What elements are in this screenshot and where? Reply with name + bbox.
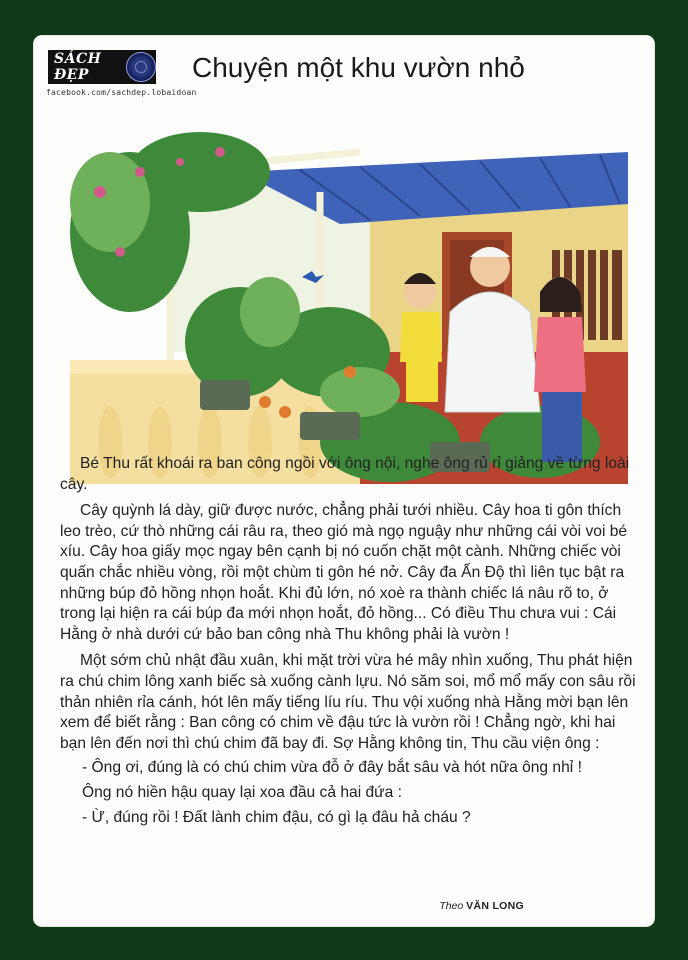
brand-logo <box>48 50 156 84</box>
dialog-line-1: - Ông ơi, đúng là có chú chim vừa đỗ ở đây bắt sâu và hót nữa ông nhỉ ! <box>82 759 582 777</box>
paragraph-2: Cây quỳnh lá dày, giữ được nước, chẳng phải tưới nhiều. Cây hoa ti gôn thích leo trèo, cứ thò những cái râu ra, theo gió mà ngọ nguậy như những cái vòi voi bé xíu. Cây hoa giấy mọc ngay bên cạnh bị nó cuốn chặt một cành. Những chiếc vòi quấn chắc nhiều vòng, rồi một chùm ti gôn hé nở. Cây đa Ấn Độ thì liên tục bật ra những búp đỏ hồng nhọn hoắt. Khi đủ lớn, nó xoè ra thành chiếc lá nâu rõ to, ở trong lại hiện ra cái búp đa mới nhọn hoắt, đỏ hồng... Có điều Thu chưa vui : Cái Hằng ở nhà dưới cứ bảo ban công nhà Thu không phải là vườn ! <box>60 502 628 643</box>
paragraph-3: Một sớm chủ nhật đầu xuân, khi mặt trời vừa hé mây nhìn xuống, Thu phát hiện ra chú chim lông xanh biếc sà xuống cành lựu. Nó săm soi, mổ mổ mấy con sâu rồi thản nhiên rỉa cánh, hót lên mấy tiếng líu ríu. Thu vội xuống nhà Hằng mời bạn lên xem để biết rằng : Ban công có chim về đậu tức là vườn rồi ! Chẳng ngờ, khi hai bạn lên đến nơi thì chú chim đã bay đi. Sợ Hằng không tin, Thu cầu viện ông : <box>60 652 636 752</box>
balcony-garden-illustration <box>70 112 628 484</box>
narration-line: Ông nó hiền hậu quay lại xoa đầu cả hai đứa : <box>82 783 402 801</box>
byline-prefix: Theo <box>439 900 464 912</box>
globe-emblem-icon <box>126 52 156 82</box>
story-text <box>60 454 645 832</box>
dialog-line-2: - Ừ, đúng rồi ! Đất lành chim đậu, có gì lạ đâu hả cháu ? <box>82 808 471 826</box>
textbook-page <box>34 36 654 926</box>
paragraph-1: Bé Thu rất khoái ra ban công ngồi với ông nội, nghe ông rủ rỉ giảng về từng loài cây. <box>60 455 630 493</box>
page-title: Chuyện một khu vườn nhỏ <box>192 52 525 83</box>
facebook-link: facebook.com/sachdep.lobaidoan <box>46 88 197 97</box>
byline-author: VĂN LONG <box>466 900 524 912</box>
brand-name: SÁCH ĐẸP <box>54 51 102 83</box>
byline <box>439 900 524 912</box>
